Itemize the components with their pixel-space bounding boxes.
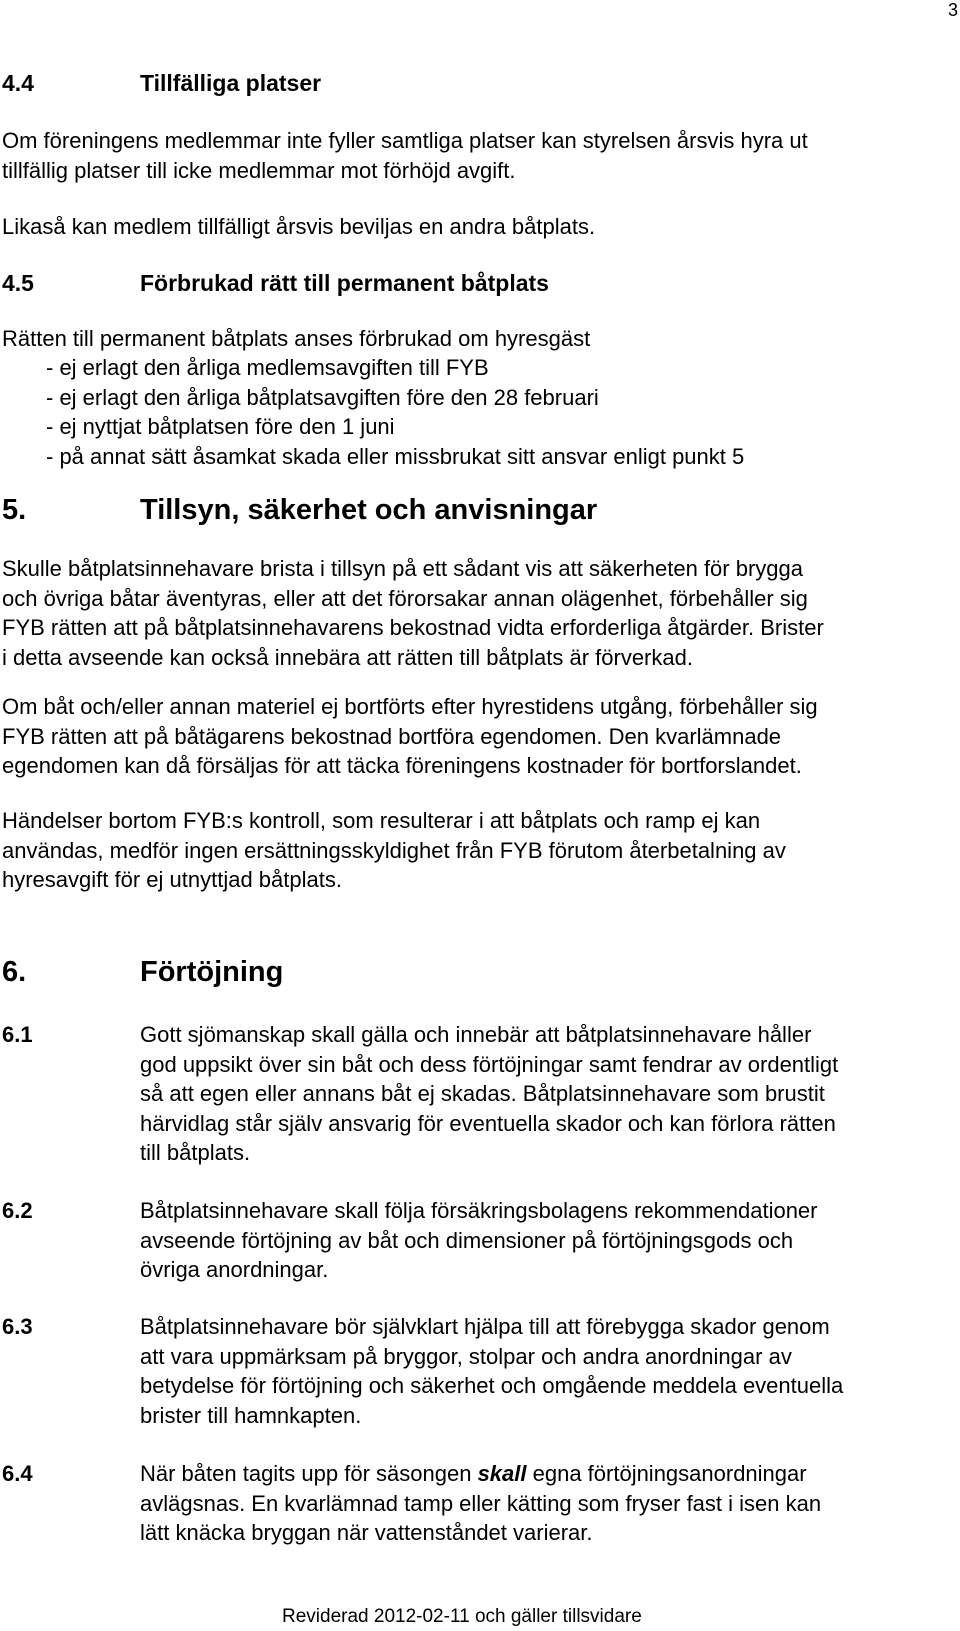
- item-number: 6.1: [2, 1022, 33, 1047]
- section-number: 4.5: [2, 270, 34, 296]
- paragraph-line: och övriga båtar äventyras, eller att det förorsakar annan olägenhet, förbehåller sig: [2, 585, 808, 611]
- item-line: lätt knäcka bryggan när vattenståndet varierar.: [140, 1520, 593, 1545]
- item-line: Båtplatsinnehavare bör självklart hjälpa till att förebygga skador genom: [140, 1314, 830, 1339]
- paragraph-line: FYB rätten att på båtägarens bekostnad bortföra egendomen. Den kvarlämnade: [2, 723, 782, 749]
- section-5-heading: [2, 494, 902, 528]
- item-6-3: [2, 1312, 952, 1432]
- section-title: Förbrukad rätt till permanent båtplats: [140, 270, 549, 296]
- item-body: [140, 1312, 843, 1430]
- section-6-heading: [2, 956, 902, 990]
- item-line: avlägsnas. En kvarlämnad tamp eller kätting som fryser fast i isen kan: [140, 1490, 822, 1516]
- paragraph-line: egendomen kan då försäljas för att täcka föreningens kostnader för bortforslandet.: [2, 753, 802, 778]
- list-item: - ej erlagt den årliga medlemsavgiften till FYB: [46, 355, 489, 380]
- footer-revision-note: Reviderad 2012-02-11 och gäller tillsvidare: [282, 1606, 642, 1627]
- item-line: att vara uppmärksam på bryggor, stolpar och andra anordningar av: [140, 1343, 792, 1369]
- paragraph-line: i detta avseende kan också innebära att rätten till båtplats är förverkad.: [2, 644, 693, 670]
- item-line: så att egen eller annans båt ej skadas. Båtplatsinnehavare som brustit: [140, 1081, 825, 1106]
- item-body: [140, 1020, 838, 1168]
- emphasis-skall: skall: [477, 1461, 527, 1486]
- paragraph-line: hyresavgift för ej utnyttjad båtplats.: [2, 867, 342, 892]
- section-5-paragraph-1: [2, 554, 824, 672]
- paragraph-line: användas, medför ingen ersättningsskyldighet från FYB förutom återbetalning av: [2, 837, 786, 863]
- section-4-5-intro: [2, 324, 590, 354]
- paragraph-line: Skulle båtplatsinnehavare brista i tillsyn på ett sådant vis att säkerheten för brygga: [2, 556, 804, 581]
- section-4-5-heading: [2, 270, 902, 298]
- section-number: 6.: [2, 956, 27, 988]
- list-item: - ej nyttjat båtplatsen före den 1 juni: [46, 414, 395, 439]
- section-4-4-paragraph-1: [2, 126, 808, 185]
- section-title: Förtöjning: [140, 956, 284, 988]
- item-number: 6.4: [2, 1461, 33, 1486]
- section-4-4-paragraph-2: [2, 212, 595, 242]
- page-number: 3: [947, 0, 958, 20]
- section-4-4-heading: [2, 70, 902, 98]
- paragraph-line: Om föreningens medlemmar inte fyller samtliga platser kan styrelsen årsvis hyra ut: [2, 128, 808, 153]
- list-item: - ej erlagt den årliga båtplatsavgiften före den 28 februari: [46, 384, 599, 410]
- item-number: 6.3: [2, 1314, 33, 1339]
- paragraph-line: FYB rätten att på båtplatsinnehavarens bekostnad vidta erforderliga åtgärder. Brister: [2, 615, 824, 640]
- section-5-paragraph-3: [2, 806, 786, 895]
- item-line: avseende förtöjning av båt och dimensioner på förtöjningsgods och: [140, 1227, 794, 1253]
- paragraph-line: Likaså kan medlem tillfälligt årsvis beviljas en andra båtplats.: [2, 214, 596, 239]
- item-line: övriga anordningar.: [140, 1257, 329, 1282]
- item-line: god uppsikt över sin båt och dess förtöjningar samt fendrar av ordentligt: [140, 1051, 839, 1077]
- text-run: egna förtöjningsanordningar: [526, 1461, 807, 1486]
- item-line: brister till hamnkapten.: [140, 1402, 362, 1428]
- paragraph-line: Händelser bortom FYB:s kontroll, som resulterar i att båtplats och ramp ej kan: [2, 808, 761, 833]
- paragraph-line: Rätten till permanent båtplats anses förbrukad om hyresgäst: [2, 326, 591, 351]
- item-line: [140, 1459, 821, 1489]
- item-6-2: [2, 1196, 952, 1286]
- item-line: betydelse för förtöjning och säkerhet och omgående meddela eventuella: [140, 1373, 844, 1398]
- item-body: [140, 1196, 818, 1285]
- item-line: till båtplats.: [140, 1140, 251, 1165]
- section-number: 4.4: [2, 70, 34, 96]
- section-number: 5.: [2, 494, 27, 526]
- text-run: När båten tagits upp för säsongen: [140, 1461, 478, 1486]
- item-6-4: [2, 1459, 952, 1549]
- list-item: - på annat sätt åsamkat skada eller missbrukat sitt ansvar enligt punkt 5: [46, 443, 745, 469]
- section-title: Tillfälliga platser: [140, 70, 322, 96]
- paragraph-line: tillfällig platser till icke medlemmar mot förhöjd avgift.: [2, 157, 516, 183]
- item-number: 6.2: [2, 1198, 33, 1223]
- section-4-5-list: [46, 353, 744, 471]
- section-title: Tillsyn, säkerhet och anvisningar: [140, 494, 598, 526]
- item-6-1: [2, 1020, 952, 1170]
- item-line: härvidlag står själv ansvarig för eventuella skador och kan förlora rätten: [140, 1110, 836, 1136]
- item-body: [140, 1459, 821, 1548]
- item-line: Båtplatsinnehavare skall följa försäkringsbolagens rekommendationer: [140, 1198, 818, 1223]
- item-line: Gott sjömanskap skall gälla och innebär att båtplatsinnehavare håller: [140, 1022, 812, 1047]
- section-5-paragraph-2: [2, 692, 818, 781]
- paragraph-line: Om båt och/eller annan materiel ej bortförts efter hyrestidens utgång, förbehåller sig: [2, 694, 818, 719]
